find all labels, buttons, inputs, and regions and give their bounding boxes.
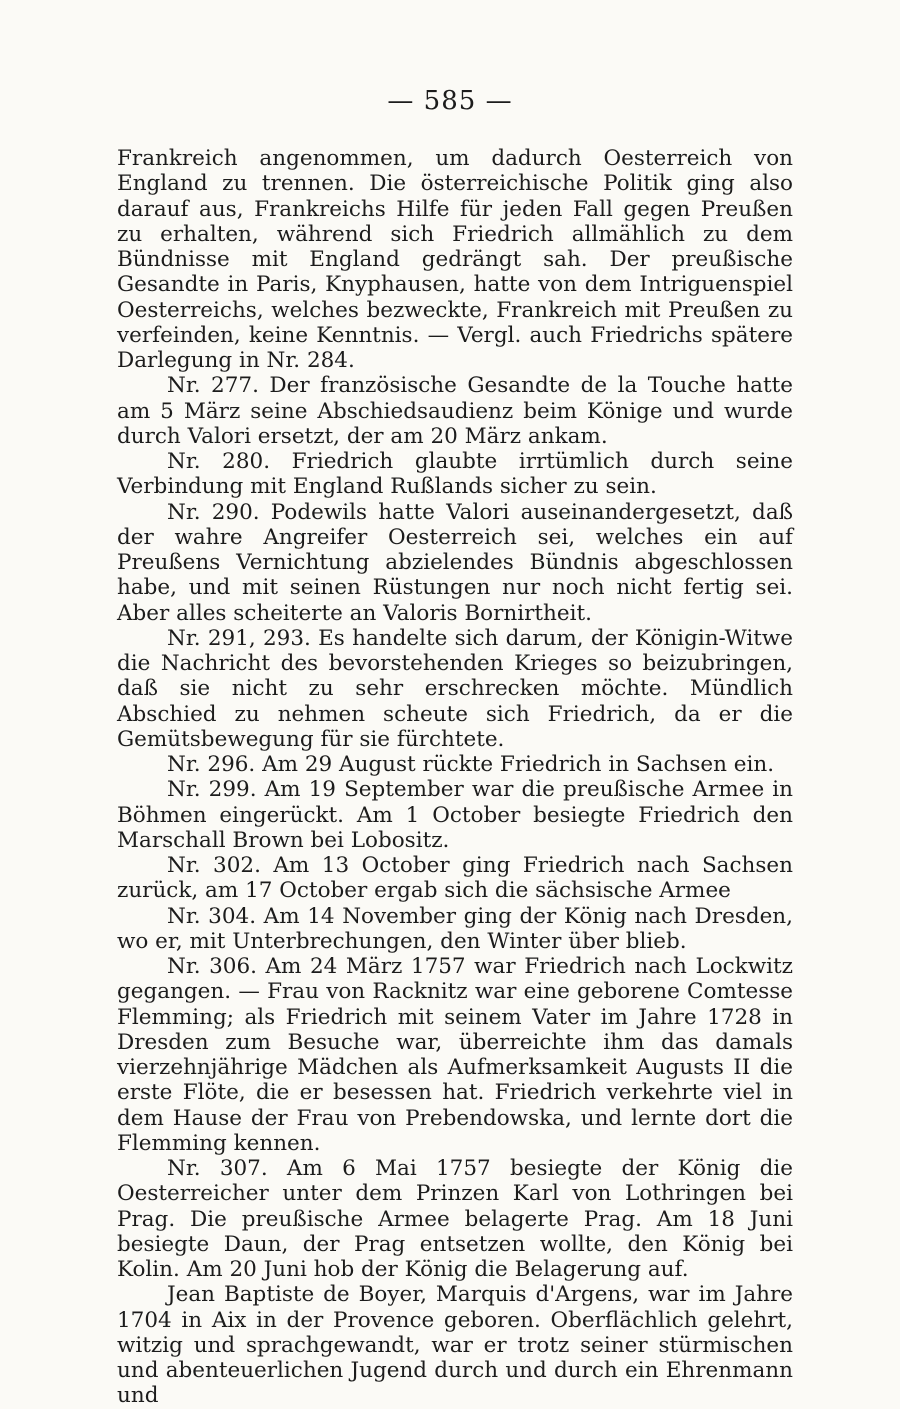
paragraph-note-302: Nr. 302. Am 13 October ging Friedrich nach Sachsen zurück, am 17 October ergab sich die sächsische Armee	[117, 853, 793, 904]
paragraph-note-307: Nr. 307. Am 6 Mai 1757 besiegte der König die Oesterreicher unter dem Prinzen Karl von Lothringen bei Prag. Die preußische Armee belagerte Prag. Am 18 Juni besiegte Daun, der Prag entsetzen wollte, den König bei Kolin. Am 20 Juni hob der König die Belagerung auf.	[117, 1156, 793, 1282]
paragraph-note-280: Nr. 280. Friedrich glaubte irrtümlich durch seine Verbindung mit England Rußlands sicher zu sein.	[117, 449, 793, 500]
body-text	[117, 146, 793, 1409]
paragraph-argens: Jean Baptiste de Boyer, Marquis d'Argens, war im Jahre 1704 in Aix in der Provence geboren. Oberflächlich gelehrt, witzig und sprachgewandt, war er trotz seiner stürmischen und abenteuerlichen Jugend durch und durch ein Ehrenmann und	[117, 1282, 793, 1409]
paragraph-note-290: Nr. 290. Podewils hatte Valori auseinandergesetzt, daß der wahre Angreifer Oesterreich sei, welches ein auf Preußens Vernichtung abzielendes Bündnis abgeschlossen habe, und mit seinen Rüstungen nur noch nicht fertig sei. Aber alles scheiterte an Valoris Bornirtheit.	[117, 499, 793, 626]
paragraph-note-277: Nr. 277. Der französische Gesandte de la Touche hatte am 5 März seine Abschiedsaudienz beim Könige und wurde durch Valori ersetzt, der am 20 März ankam.	[117, 373, 793, 449]
paragraph-note-296: Nr. 296. Am 29 August rückte Friedrich in Sachsen ein.	[167, 752, 775, 777]
paragraph-note-299: Nr. 299. Am 19 September war die preußische Armee in Böhmen eingerückt. Am 1 October besiegte Friedrich den Marschall Brown bei Lobositz.	[117, 777, 793, 853]
page-number: — 585 —	[387, 86, 513, 116]
paragraph-continuation: Frankreich angenommen, um dadurch Oesterreich von England zu trennen. Die österreichische Politik ging also darauf aus, Frankreichs Hilfe für jeden Fall gegen Preußen zu erhalten, während sich Friedrich allmählich zu dem Bündnisse mit England gedrängt sah. Der preußische Gesandte in Paris, Knyphausen, hatte von dem Intriguenspiel Oesterreichs, welches bezweckte, Frankreich mit Preußen zu verfeinden, keine Kenntnis. — Vergl. auch Friedrichs spätere Darlegung in Nr. 284.	[117, 146, 793, 373]
paragraph-note-306: Nr. 306. Am 24 März 1757 war Friedrich nach Lockwitz gegangen. — Frau von Racknitz war eine geborene Comtesse Flemming; als Friedrich mit seinem Vater im Jahre 1728 in Dresden zum Besuche war, überreichte ihm das damals vierzehnjährige Mädchen als Aufmerksamkeit Augusts II die erste Flöte, die er besessen hat. Friedrich verkehrte viel in dem Hause der Frau von Prebendowska, und lernte dort die Flemming kennen.	[117, 954, 793, 1156]
paragraph-note-291-293: Nr. 291, 293. Es handelte sich darum, der Königin-Witwe die Nachricht des bevorstehenden Krieges so beizubringen, daß sie nicht zu sehr erschrecken möchte. Mündlich Abschied zu nehmen scheute sich Friedrich, da er die Gemütsbewegung für sie fürchtete.	[117, 625, 793, 752]
paragraph-note-304: Nr. 304. Am 14 November ging der König nach Dresden, wo er, mit Unterbrechungen, den Winter über blieb.	[117, 903, 793, 954]
